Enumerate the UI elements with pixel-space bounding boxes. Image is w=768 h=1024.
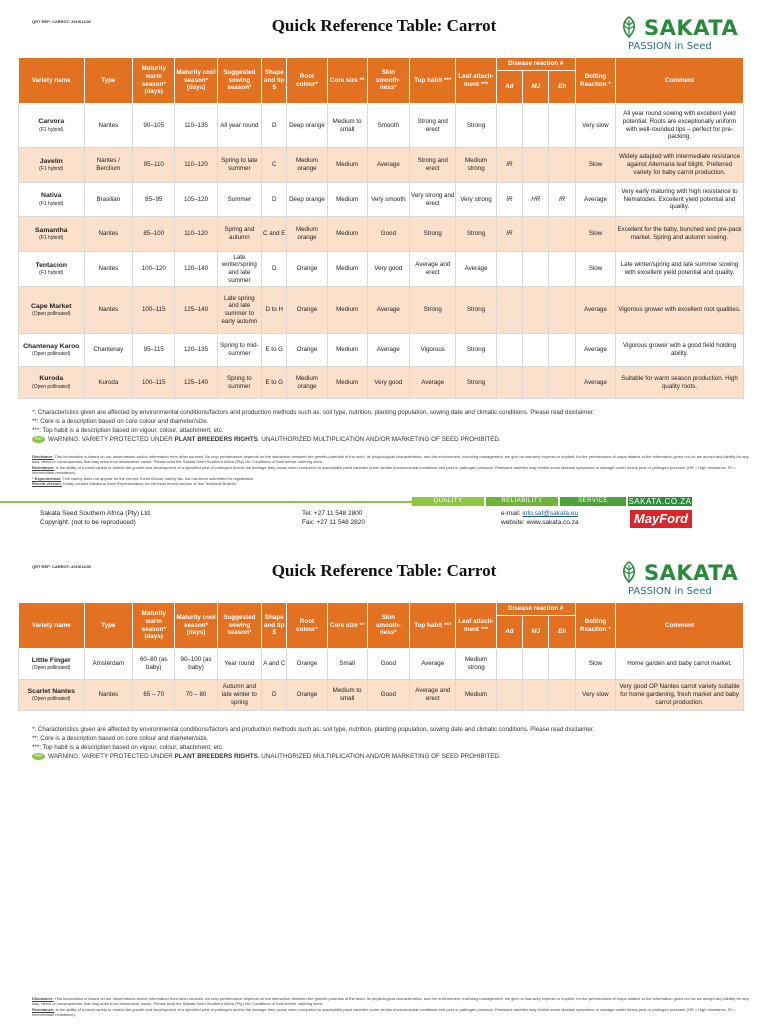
cell-leaf: Medium strong	[456, 148, 496, 183]
cell-core: Medium	[327, 367, 367, 399]
cell-skin: Average	[367, 287, 409, 334]
cell-core: Medium to small	[327, 680, 367, 711]
cell-bolting: Slow	[575, 217, 615, 252]
variety-cell	[19, 183, 85, 217]
cell-bolting: Slow	[575, 148, 615, 183]
variety-name: Chantenay Karoo	[23, 342, 80, 350]
variety-pollination: (F1 hybrid)	[39, 270, 64, 277]
bar-website[interactable]: SAKATA.CO.ZA	[628, 497, 692, 506]
logo-text-page2: SAKATA	[644, 561, 739, 585]
cell-cool: 120–135	[175, 334, 217, 367]
cell-sowing: Spring to late summer	[217, 148, 261, 183]
cell-comment: Vigorous grower with excellent root qualities.	[616, 287, 744, 334]
cell-skin: Good	[367, 680, 409, 711]
pbr-badge-icon: PBR	[32, 753, 45, 760]
header-core: Core size **	[327, 58, 367, 104]
variety-cell	[19, 217, 85, 252]
variety-pollination: (Open pollinated)	[32, 311, 71, 318]
experimental-text: This variety does not appear on the current South African Variety list, but has been submitted for registration.	[62, 475, 255, 481]
footnote-3: ***: Top habit is a description based on vigour, colour, attachment, etc.	[32, 426, 224, 434]
cell-top: Strong and erect	[409, 104, 456, 148]
cell-leaf: Very strong	[456, 183, 496, 217]
cell-sowing: Autumn and late winter to spring	[217, 680, 261, 711]
cell-root: Medium orange	[287, 148, 327, 183]
header-warm: Maturity warm season* (days)	[133, 58, 175, 104]
cell-bolting: Slow	[575, 252, 615, 287]
cell-eh	[549, 680, 575, 711]
cell-mj: HR	[523, 183, 549, 217]
cell-mj	[523, 367, 549, 399]
cell-skin: Average	[367, 334, 409, 367]
cell-cool: 125–140	[175, 287, 217, 334]
sakata-leaf-icon	[618, 561, 640, 583]
cell-mj	[523, 104, 549, 148]
cell-eh	[549, 252, 575, 287]
footnote-2: **: Core is a description based on core colour and diameter/size.	[32, 417, 209, 425]
page-title: Quick Reference Table: Carrot	[271, 16, 497, 35]
cell-comment: All year round sowing with excellent yield potential. Roots are exceptionally uniform with well-rounded tips – perfect for pre-packing.	[616, 104, 744, 148]
cell-mj	[523, 649, 549, 680]
cell-type: Nantes	[84, 252, 133, 287]
pbr-bold: PLANT BREEDERS RIGHTS	[174, 753, 258, 761]
cell-type: Nantes / Berclium	[84, 148, 133, 183]
cell-warm: 65 – 70	[133, 680, 175, 711]
cell-sowing: All year round	[217, 104, 261, 148]
variety-table	[18, 57, 744, 399]
bar-reliability: RELIABILITY	[486, 497, 558, 506]
variety-pollination: (F1 hybrid)	[39, 126, 64, 133]
cell-cool: 110–135	[175, 104, 217, 148]
cell-eh	[549, 287, 575, 334]
cell-mj	[523, 680, 549, 711]
cell-eh	[549, 148, 575, 183]
footnote-1: *: Characteristics given are affected by environmental conditions/factors and production methods such as: soil type, nutrition, planting population, sowing date and climatic conditions. Please read disclaimer.	[32, 409, 595, 416]
cell-bolting: Average	[575, 334, 615, 367]
header-shape: Shape and tip $	[262, 603, 287, 649]
table1-body	[19, 104, 744, 399]
header-mj: MJ	[523, 616, 549, 649]
bar-service: SERVICE	[560, 497, 626, 506]
variety-name: Cape Market	[31, 302, 72, 310]
cell-eh	[549, 334, 575, 367]
cell-comment: Very early maturing with high resistance to Nematodes. Excellent yield potential and quality.	[616, 183, 744, 217]
resistance-label: Resistance:	[32, 464, 55, 470]
cell-core: Medium	[327, 148, 367, 183]
variety-cell	[19, 649, 85, 680]
phone-info	[302, 509, 365, 528]
recent-version-text: Kindly contact Sakata or Area Representative for the most recent version of this Technical Bulletin.	[63, 480, 237, 486]
cell-warm: 100–115	[133, 367, 175, 399]
footnotes-page2	[32, 726, 748, 753]
experimental-label: * Experimental:	[32, 475, 62, 481]
pbr-warning	[32, 436, 501, 443]
cell-type: Amsterdam	[84, 649, 133, 680]
header-root: Root colour*	[287, 58, 327, 104]
cell-bolting: Very slow	[575, 104, 615, 148]
header-eh: Eh	[549, 616, 575, 649]
cell-top: Average	[409, 649, 456, 680]
disclaimer-label: Disclaimer:	[32, 454, 54, 459]
variety-pollination: (Open pollinated)	[32, 665, 71, 672]
cell-cool: 70 – 80	[175, 680, 217, 711]
pbr-prefix: WARNING: VARIETY PROTECTED UNDER	[48, 753, 173, 761]
cell-type: Nantes	[84, 287, 133, 334]
cell-shape: E to G	[262, 367, 287, 399]
company-info	[40, 509, 152, 528]
cell-eh	[549, 367, 575, 399]
variety-cell	[19, 104, 85, 148]
cell-type: Chantenay	[84, 334, 133, 367]
cell-root: Orange	[287, 649, 327, 680]
cell-eh	[549, 104, 575, 148]
cell-type: Nantes	[84, 217, 133, 252]
cell-warm: 95–110	[133, 148, 175, 183]
cell-sowing: Spring to mid-summer	[217, 334, 261, 367]
cell-eh	[549, 217, 575, 252]
header-eh: Eh	[549, 71, 575, 104]
cell-leaf: Strong	[456, 334, 496, 367]
variety-cell	[19, 287, 85, 334]
cell-root: Deep orange	[287, 183, 327, 217]
disclaimer-block	[32, 454, 754, 486]
logo-tagline-page2: PASSION in Seed	[628, 586, 712, 597]
variety-pollination: (F1 hybrid)	[39, 235, 64, 242]
variety-pollination: (F1 hybrid)	[39, 200, 64, 207]
variety-name: Scarlet Nantes	[27, 687, 75, 695]
cell-cool: 110–120	[175, 148, 217, 183]
cell-ad	[496, 252, 522, 287]
header-top: Top habit ***	[409, 58, 456, 104]
cell-skin: Very smooth	[367, 183, 409, 217]
cell-core: Medium	[327, 252, 367, 287]
disclaimer-text: This information is based on our observations and/or information from other sources. As crop performance depends on the interaction between the genetic potential of the seed, its physiological characteristics, and the environment, including management, we give no warranty express or implied, for the performance of crops relative to the information given nor do we accept any liability for any loss, direct or consequential, that may arise from whatsoever cause. Please read the Sakata Seed Southern Africa (Pty) Ltd Conditions of Sale before ordering seed.	[32, 996, 749, 1007]
pbr-badge-icon: PBR	[32, 436, 45, 443]
cell-top: Average	[409, 367, 456, 399]
cell-warm: 85–100	[133, 217, 175, 252]
cell-mj	[523, 252, 549, 287]
cell-type: Brasilian	[84, 183, 133, 217]
header-comment: Comment	[616, 603, 744, 649]
cell-top: Very strong and erect	[409, 183, 456, 217]
recent-version-label: Recent version:	[32, 480, 63, 486]
cell-type: Nantes	[84, 680, 133, 711]
cell-cool: 105–120	[175, 183, 217, 217]
cell-type: Kuroda	[84, 367, 133, 399]
variety-name: Carvora	[38, 118, 65, 126]
cell-cool: 90–100 (as baby)	[175, 649, 217, 680]
cell-core: Medium	[327, 287, 367, 334]
header-shape: Shape and tip $	[262, 58, 287, 104]
cell-skin: Very good	[367, 367, 409, 399]
resistance-text: is the ability of a plant variety to restrict the growth and development of a specified pest or pathogen and/or the damage they cause when compared to susceptible plant varieties under similar environmental conditions and pest or pathogen pressure. Resistant varieties may exhibit some disease symptoms or damage under heavy pest or pathogen pressure (HR = High resistance, IR = Intermediate resistance).	[32, 464, 736, 476]
cell-shape: D to H	[262, 287, 287, 334]
cell-top: Average and erect	[409, 252, 456, 287]
cell-ad: IR	[496, 217, 522, 252]
header-leaf: Leaf attach-ment ***	[456, 58, 496, 104]
variety-name: Kuroda	[39, 375, 64, 383]
cell-eh: IR	[549, 183, 575, 217]
cell-comment: Suitable for warm season production. High quality roots.	[616, 367, 744, 399]
variety-cell	[19, 334, 85, 367]
cell-core: Medium to small	[327, 104, 367, 148]
sakata-leaf-icon	[618, 16, 640, 38]
header-variety: Variety name	[19, 603, 85, 649]
cell-bolting: Slow	[575, 649, 615, 680]
footnote-3: ***: Top habit is a description based on vigour, colour, attachment, etc.	[32, 743, 224, 751]
cell-top: Strong	[409, 287, 456, 334]
header-ad: Ad	[496, 71, 522, 104]
email-link[interactable]: info.saf@sakata.eu	[522, 510, 579, 517]
email-label: e-mail:	[501, 510, 521, 517]
cell-shape: D	[262, 680, 287, 711]
cell-warm: 85–95	[133, 183, 175, 217]
cell-cool: 125–140	[175, 367, 217, 399]
cell-leaf: Average	[456, 252, 496, 287]
resistance-label: Resistance:	[32, 1006, 55, 1012]
table-row	[19, 183, 744, 217]
table-row	[19, 148, 744, 183]
cell-comment: Excellent for the baby, bunched and pre-pack market. Spring and autumn sowing.	[616, 217, 744, 252]
variety-table-page2	[18, 602, 744, 711]
variety-name: Javelin	[39, 157, 63, 165]
cell-sowing: Spring to summer	[217, 367, 261, 399]
table-row	[19, 649, 744, 680]
variety-pollination: (Open pollinated)	[32, 351, 71, 358]
header-bolting: Bolting Reaction *	[575, 58, 615, 104]
header-skin: Skin smooth-ness*	[367, 603, 409, 649]
cell-core: Medium	[327, 217, 367, 252]
cell-shape: C and E	[262, 217, 287, 252]
cell-leaf: Strong	[456, 217, 496, 252]
disclaimer-label: Disclaimer:	[32, 996, 54, 1001]
cell-mj	[523, 217, 549, 252]
cell-top: Vigorous	[409, 334, 456, 367]
cell-skin: Good	[367, 649, 409, 680]
disclaimer-block-page2	[32, 996, 754, 1018]
cell-bolting: Very slow	[575, 680, 615, 711]
cell-skin: Good	[367, 217, 409, 252]
cell-comment: Home garden and baby carrot market.	[616, 649, 744, 680]
cell-sowing: Summer	[217, 183, 261, 217]
cell-top: Strong	[409, 217, 456, 252]
page-title-page2: Quick Reference Table: Carrot	[271, 561, 497, 580]
cell-skin: Average	[367, 148, 409, 183]
cell-sowing: Late winter/spring and late summer	[217, 252, 261, 287]
cell-root: Medium orange	[287, 367, 327, 399]
header-type: Type	[84, 603, 133, 649]
variety-cell	[19, 148, 85, 183]
brand-bar-line	[0, 501, 412, 503]
cell-shape: C	[262, 148, 287, 183]
footnote-1: *: Characteristics given are affected by environmental conditions/factors and production methods such as: soil type, nutrition, planting population, sowing date and climatic conditions. Please read disclaimer.	[32, 726, 595, 733]
cell-ad	[496, 287, 522, 334]
cell-bolting: Average	[575, 287, 615, 334]
cell-ad: IR	[496, 148, 522, 183]
logo-text: SAKATA	[644, 16, 739, 40]
header-disease: Disease reaction #	[496, 58, 575, 71]
table-row	[19, 217, 744, 252]
variety-pollination: (Open pollinated)	[32, 383, 71, 390]
header-warm: Maturity warm season* (days)	[133, 603, 175, 649]
cell-root: Orange	[287, 680, 327, 711]
cell-bolting: Average	[575, 367, 615, 399]
header-disease: Disease reaction #	[496, 603, 575, 616]
header-cool: Maturity cool season* (days)	[175, 603, 217, 649]
cell-skin: Very good	[367, 252, 409, 287]
cell-warm: 90–105	[133, 104, 175, 148]
cell-core: Small	[327, 649, 367, 680]
cell-core: Medium	[327, 183, 367, 217]
website[interactable]: website: www.sakata.co.za	[501, 519, 579, 527]
cell-ad	[496, 680, 522, 711]
variety-name: Samantha	[35, 226, 68, 234]
footnote-2: **: Core is a description based on core colour and diameter/size.	[32, 734, 209, 742]
cell-root: Deep orange	[287, 104, 327, 148]
header-ad: Ad	[496, 616, 522, 649]
qrt-reference-page2: QRT REF: CARROT: 2019/11/30	[32, 564, 91, 569]
pbr-suffix: . UNAUTHORIZED MULTIPLICATION AND/OR MARKETING OF SEED PROHIBITED.	[257, 753, 501, 761]
variety-name: Nativa	[41, 192, 62, 200]
cell-mj	[523, 287, 549, 334]
cell-root: Orange	[287, 334, 327, 367]
table-row	[19, 104, 744, 148]
variety-pollination: (F1 hybrid)	[39, 166, 64, 173]
cell-shape: D	[262, 104, 287, 148]
cell-cool: 120–140	[175, 252, 217, 287]
cell-leaf: Strong	[456, 104, 496, 148]
cell-warm: 95–115	[133, 334, 175, 367]
header-skin: Skin smooth-ness*	[367, 58, 409, 104]
cell-comment: Very good OP Nantes carrot variety suitable for home gardening, fresh market and baby carrot production.	[616, 680, 744, 711]
table-row	[19, 367, 744, 399]
header-mj: MJ	[523, 71, 549, 104]
cell-ad: IR	[496, 183, 522, 217]
qrt-reference: QRT REF: CARROT: 2019/11/30	[32, 19, 91, 24]
fax: Fax: +27 11 548 2820	[302, 519, 365, 527]
sakata-logo-page2	[618, 559, 748, 603]
sakata-logo	[618, 14, 748, 58]
variety-name: Little Finger	[31, 656, 71, 664]
cell-root: Orange	[287, 252, 327, 287]
cell-shape: E to G	[262, 334, 287, 367]
cell-leaf: Strong	[456, 367, 496, 399]
cell-shape: D	[262, 183, 287, 217]
header-leaf: Leaf attach-ment ***	[456, 603, 496, 649]
cell-ad	[496, 649, 522, 680]
footnotes	[32, 409, 748, 436]
cell-comment: Vigorous grower with a good field holding ability.	[616, 334, 744, 367]
pbr-prefix: WARNING: VARIETY PROTECTED UNDER	[48, 436, 173, 444]
cell-leaf: Strong	[456, 287, 496, 334]
variety-cell	[19, 680, 85, 711]
header-cool: Maturity cool season* (days)	[175, 58, 217, 104]
header-type: Type	[84, 58, 133, 104]
cell-comment: Late winter/spring and late summer sowing with excellent yield potential and quality.	[616, 252, 744, 287]
cell-warm: 100–120	[133, 252, 175, 287]
pbr-bold: PLANT BREEDERS RIGHTS	[174, 436, 258, 444]
telephone: Tel: +27 11 548 2800	[302, 510, 363, 517]
copyright: Copyright: (not to be reproduced)	[40, 519, 136, 527]
cell-mj	[523, 334, 549, 367]
table-row	[19, 287, 744, 334]
header-sowing: Suggested sowing season*	[217, 603, 261, 649]
cell-root: Orange	[287, 287, 327, 334]
cell-top: Strong and erect	[409, 148, 456, 183]
header-core: Core size **	[327, 603, 367, 649]
pbr-suffix: . UNAUTHORIZED MULTIPLICATION AND/OR MARKETING OF SEED PROHIBITED.	[257, 436, 501, 444]
cell-core: Medium	[327, 334, 367, 367]
cell-sowing: Spring and autumn	[217, 217, 261, 252]
cell-type: Nantes	[84, 104, 133, 148]
cell-warm: 100–115	[133, 287, 175, 334]
web-info	[501, 509, 579, 528]
header-variety: Variety name	[19, 58, 85, 104]
variety-name: Tentacion	[35, 261, 68, 269]
cell-bolting: Average	[575, 183, 615, 217]
cell-mj	[523, 148, 549, 183]
brand-bar	[0, 497, 768, 506]
cell-ad	[496, 367, 522, 399]
cell-cool: 110–120	[175, 217, 217, 252]
header-sowing: Suggested sowing season*	[217, 58, 261, 104]
table-row	[19, 680, 744, 711]
header-bolting: Bolting Reaction *	[575, 603, 615, 649]
variety-pollination: (Open pollinated)	[32, 696, 71, 703]
company-name: Sakata Seed Southern Africa (Pty) Ltd.	[40, 510, 152, 517]
cell-top: Average and erect	[409, 680, 456, 711]
cell-shape: A and C	[262, 649, 287, 680]
cell-skin: Smooth	[367, 104, 409, 148]
table2-body	[19, 649, 744, 711]
cell-leaf: Medium strong	[456, 649, 496, 680]
cell-root: Medium orange	[287, 217, 327, 252]
cell-eh	[549, 649, 575, 680]
cell-ad	[496, 334, 522, 367]
resistance-text: is the ability of a plant variety to restrict the growth and development of a specified pest or pathogen and/or the damage they cause when compared to susceptible plant varieties under similar environmental conditions and pest or pathogen pressure. Resistant varieties may exhibit some disease symptoms or damage under heavy pest or pathogen pressure (HR = High resistance, IR = Intermediate resistance).	[32, 1006, 736, 1018]
cell-ad	[496, 104, 522, 148]
disclaimer-text: This information is based on our observations and/or information from other sources. As crop performance depends on the interaction between the genetic potential of the seed, its physiological characteristics, and the environment, including management, we give no warranty express or implied, for the performance of crops relative to the information given nor do we accept any liability for any loss, direct or consequential, that may arise from whatsoever cause. Please read the Sakata Seed Southern Africa (Pty) Ltd Conditions of Sale before ordering seed.	[32, 454, 749, 465]
header-top: Top habit ***	[409, 603, 456, 649]
table-row	[19, 252, 744, 287]
cell-sowing: Late spring and late summer to early autumn	[217, 287, 261, 334]
bar-quality: QUALITY	[412, 497, 484, 506]
table-row	[19, 334, 744, 367]
variety-cell	[19, 252, 85, 287]
header-root: Root colour*	[287, 603, 327, 649]
header-comment: Comment	[616, 58, 744, 104]
variety-cell	[19, 367, 85, 399]
cell-leaf: Medium	[456, 680, 496, 711]
cell-warm: 60–80 (as baby)	[133, 649, 175, 680]
pbr-warning-page2	[32, 753, 501, 760]
mayford-logo: MayFord	[630, 510, 692, 528]
cell-shape: D	[262, 252, 287, 287]
cell-comment: Widely adapted with intermediate resistance against Alternaria leaf blight. Preferred variety for baby carrot production.	[616, 148, 744, 183]
cell-sowing: Year round	[217, 649, 261, 680]
logo-tagline: PASSION in Seed	[628, 41, 712, 52]
